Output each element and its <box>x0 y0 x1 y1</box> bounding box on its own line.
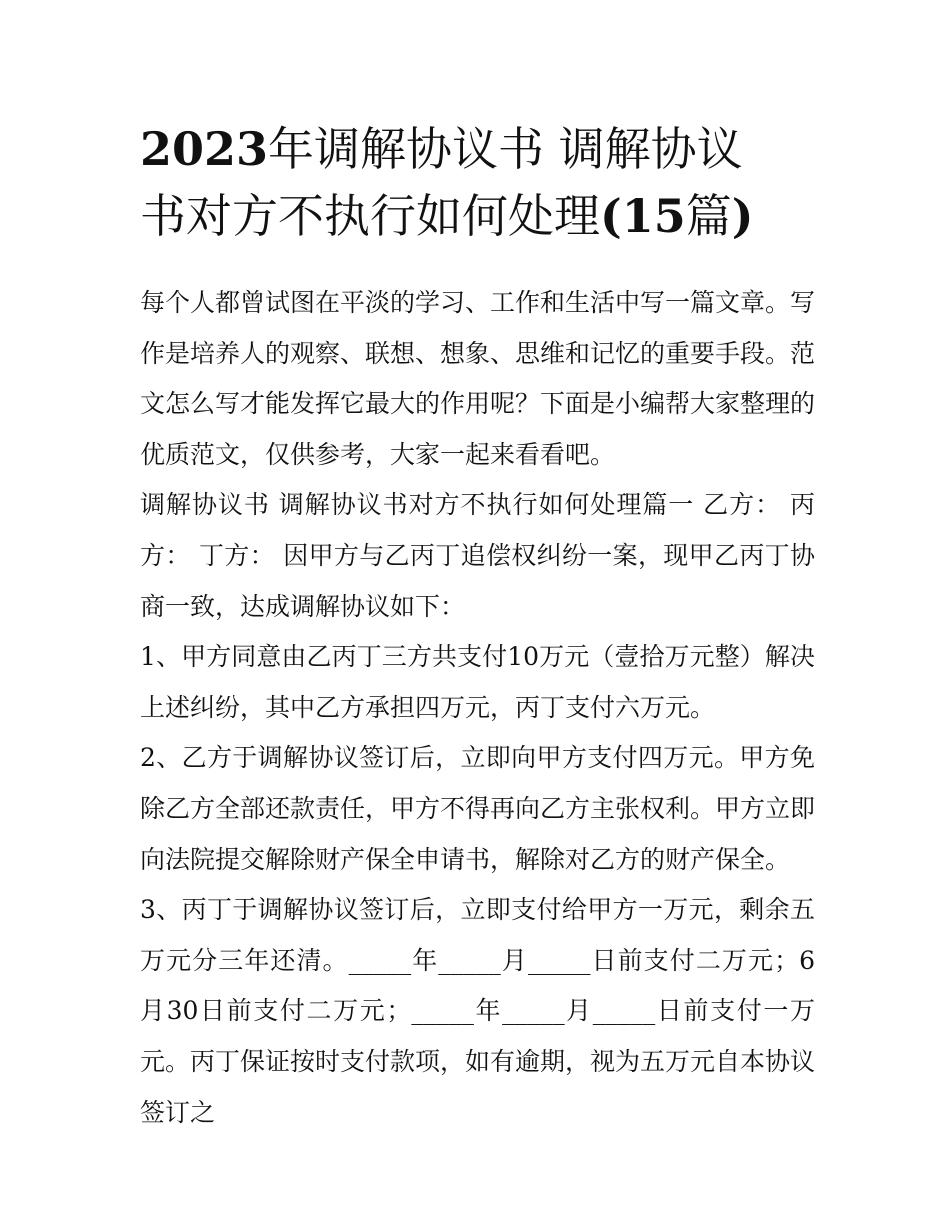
agreement-header-paragraph: 调解协议书 调解协议书对方不执行如何处理篇一 乙方： 丙方： 丁方： 因甲方与乙丙丁追偿权纠纷一案，现甲乙丙丁协商一致，达成调解协议如下： <box>140 490 815 621</box>
document-body <box>140 278 815 1138</box>
clause-3-paragraph: 3、丙丁于调解协议签订后，立即支付给甲方一万元，剩余五万元分三年还清。_____年_____月_____日前支付二万元；6月30日前支付二万元；_____年_____月_____日前支付一万元。丙丁保证按时支付款项，如有逾期，视为五万元自本协议签订之 <box>140 895 816 1127</box>
title-text-line-1: 年调解协议书 调解协议 <box>268 122 743 176</box>
title-count-close: ) <box>731 189 754 243</box>
intro-paragraph: 每个人都曾试图在平淡的学习、工作和生活中写一篇文章。写作是培养人的观察、联想、想象、思维和记忆的重要手段。范文怎么写才能发挥它最大的作用呢？下面是小编帮大家整理的优质范文，仅供参考，大家一起来看看吧。 <box>140 288 816 469</box>
clause-2-paragraph: 2、乙方于调解协议签订后，立即向甲方支付四万元。甲方免除乙方全部还款责任，甲方不得再向乙方主张权利。甲方立即向法院提交解除财产保全申请书，解除对乙方的财产保全。 <box>140 743 816 874</box>
title-count-open: (15 <box>600 189 686 243</box>
clause-1-paragraph: 1、甲方同意由乙丙丁三方共支付10万元（壹拾万元整）解决上述纠纷，其中乙方承担四万元，丙丁支付六万元。 <box>140 642 815 722</box>
title-count-unit: 篇 <box>685 189 732 243</box>
title-text-line-2: 书对方不执行如何处理 <box>140 189 600 243</box>
document-title <box>140 116 830 250</box>
title-year: 2023 <box>140 122 269 176</box>
